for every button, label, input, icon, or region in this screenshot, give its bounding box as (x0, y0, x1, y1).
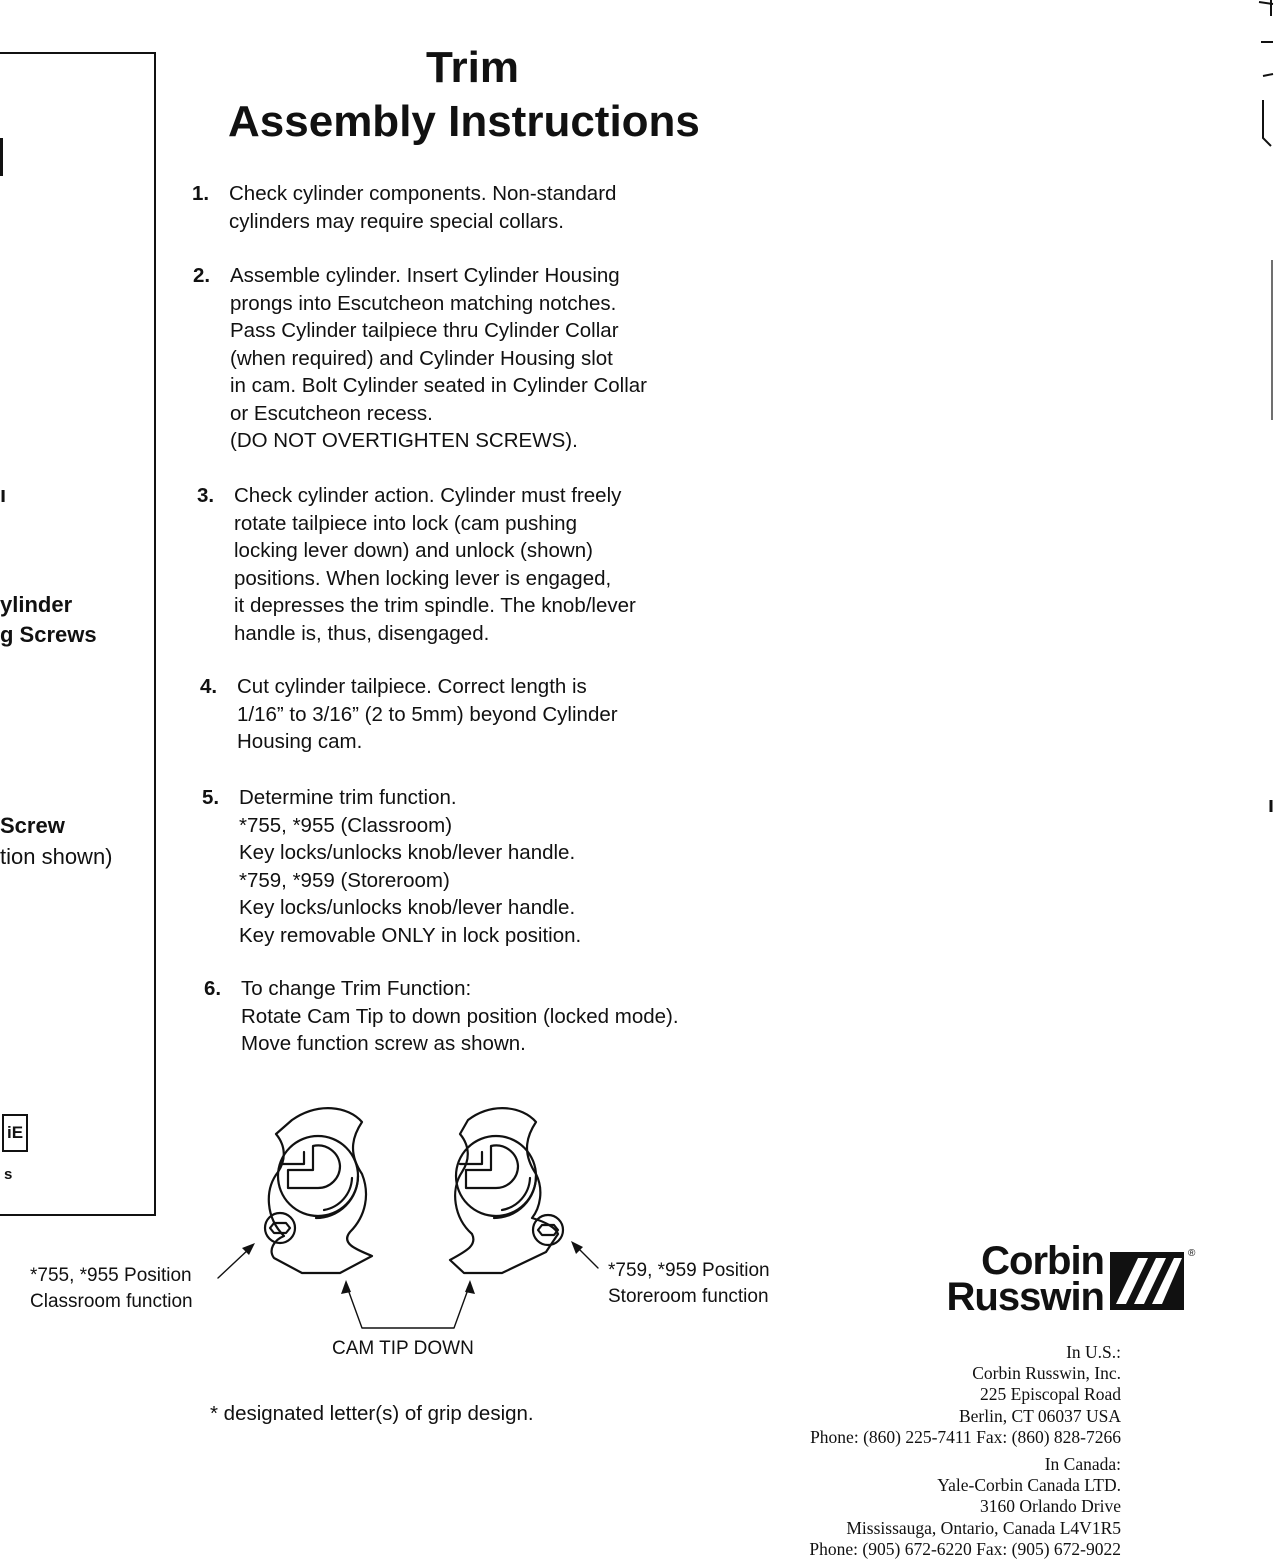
logo-line2: Russwin (946, 1275, 1104, 1318)
cam-tip-bracket (346, 1284, 470, 1328)
step-line: rotate tailpiece into lock (cam pushing (234, 511, 577, 535)
step-number: 3. (197, 484, 215, 507)
footnote: * designated letter(s) of grip design. (210, 1402, 534, 1425)
left-fragment-screw: Screw (0, 813, 65, 838)
step-number: 6. (204, 977, 222, 1000)
step-line: Determine trim function. (239, 786, 457, 809)
caption-line: *759, *959 Position (608, 1260, 770, 1281)
address-line: 225 Episcopal Road (980, 1384, 1121, 1405)
step-line: Key locks/unlocks knob/lever handle. (239, 896, 576, 919)
step-line: Cut cylinder tailpiece. Correct length is (237, 675, 587, 698)
page-title: Trim (426, 43, 519, 92)
address-us (810, 1342, 1121, 1448)
left-panel-mark (0, 138, 3, 176)
step-line: Assemble cylinder. Insert Cylinder Housing (230, 264, 620, 287)
step-number: 2. (193, 264, 211, 287)
left-fragment-box: iE (2, 1114, 28, 1152)
corbin-russwin-logo (912, 1238, 1202, 1318)
step-line: positions. When locking lever is engaged, (234, 566, 612, 590)
step-line: (DO NOT OVERTIGHTEN SCREWS). (230, 429, 578, 452)
step-line: To change Trim Function: (241, 977, 472, 1000)
address-line: Phone: (905) 672-6220 Fax: (905) 672-9022 (809, 1538, 1121, 1559)
step-line: *755, *955 (Classroom) (239, 813, 453, 837)
cam-diagram (200, 1090, 620, 1340)
page-subtitle: Assembly Instructions (228, 97, 700, 146)
left-fragment-1: ı (0, 482, 7, 507)
step-1 (192, 180, 616, 235)
caption-line: Classroom function (30, 1291, 193, 1312)
cam-left-drawing (265, 1108, 372, 1273)
step-line: 1/16” to 3/16” (2 to 5mm) beyond Cylinder (237, 702, 618, 726)
caption-line: Storeroom function (608, 1286, 769, 1307)
step-3 (197, 482, 636, 647)
address-line: Yale-Corbin Canada LTD. (937, 1475, 1121, 1496)
step-4 (200, 673, 618, 756)
step-number: 1. (192, 182, 210, 205)
step-line: or Escutcheon recess. (230, 401, 433, 425)
left-fragment-position-shown: tion shown) (0, 844, 113, 869)
step-line: Check cylinder action. Cylinder must freely (234, 484, 622, 507)
left-fragment-cylinder: ylinder (0, 592, 73, 617)
cam-right-drawing (450, 1108, 563, 1273)
storeroom-caption (608, 1258, 770, 1310)
cam-tip-caption: CAM TIP DOWN (332, 1338, 474, 1359)
pointer-left (218, 1248, 250, 1278)
logo-line1: Corbin (981, 1239, 1104, 1283)
step-number: 4. (200, 675, 218, 698)
step-line: in cam. Bolt Cylinder seated in Cylinder Collar (230, 374, 648, 397)
address-line: In Canada: (1044, 1454, 1121, 1474)
logo-mark-icon (1110, 1252, 1184, 1310)
address-line: Phone: (860) 225-7411 Fax: (860) 828-7266 (810, 1426, 1121, 1447)
step-line: Key locks/unlocks knob/lever handle. (239, 841, 576, 864)
step-line: Pass Cylinder tailpiece thru Cylinder Collar (230, 319, 619, 342)
step-line: *759, *959 (Storeroom) (239, 868, 450, 892)
step-2 (193, 262, 647, 455)
step-line: locking lever down) and unlock (shown) (234, 539, 593, 562)
scan-edge-marks (1255, 0, 1275, 1562)
step-line: handle is, thus, disengaged. (234, 621, 490, 645)
step-line: Rotate Cam Tip to down position (locked mode). (241, 1004, 679, 1028)
registered-mark: ® (1188, 1248, 1196, 1259)
step-6 (204, 975, 679, 1058)
address-line: Berlin, CT 06037 USA (958, 1405, 1121, 1426)
step-line: Move function screw as shown. (241, 1032, 526, 1055)
step-5 (202, 784, 581, 949)
step-line: it depresses the trim spindle. The knob/lever (234, 594, 636, 617)
address-line: 3160 Orlando Drive (980, 1496, 1121, 1517)
step-line: prongs into Escutcheon matching notches. (230, 291, 617, 315)
step-line: Housing cam. (237, 730, 363, 753)
step-line: (when required) and Cylinder Housing slot (230, 346, 613, 370)
left-fragment-screws: g Screws (0, 622, 97, 647)
address-line: In U.S.: (1066, 1342, 1121, 1362)
step-line: cylinders may require special collars. (229, 209, 564, 233)
classroom-caption (30, 1263, 193, 1315)
step-number: 5. (202, 786, 220, 809)
caption-line: *755, *955 Position (30, 1265, 192, 1286)
address-line: Mississauga, Ontario, Canada L4V1R5 (846, 1517, 1121, 1538)
address-canada (809, 1454, 1121, 1560)
left-fragment-small: s (4, 1166, 13, 1183)
step-line: Key removable ONLY in lock position. (239, 923, 582, 947)
address-line: Corbin Russwin, Inc. (972, 1363, 1121, 1384)
step-line: Check cylinder components. Non-standard (229, 182, 617, 205)
